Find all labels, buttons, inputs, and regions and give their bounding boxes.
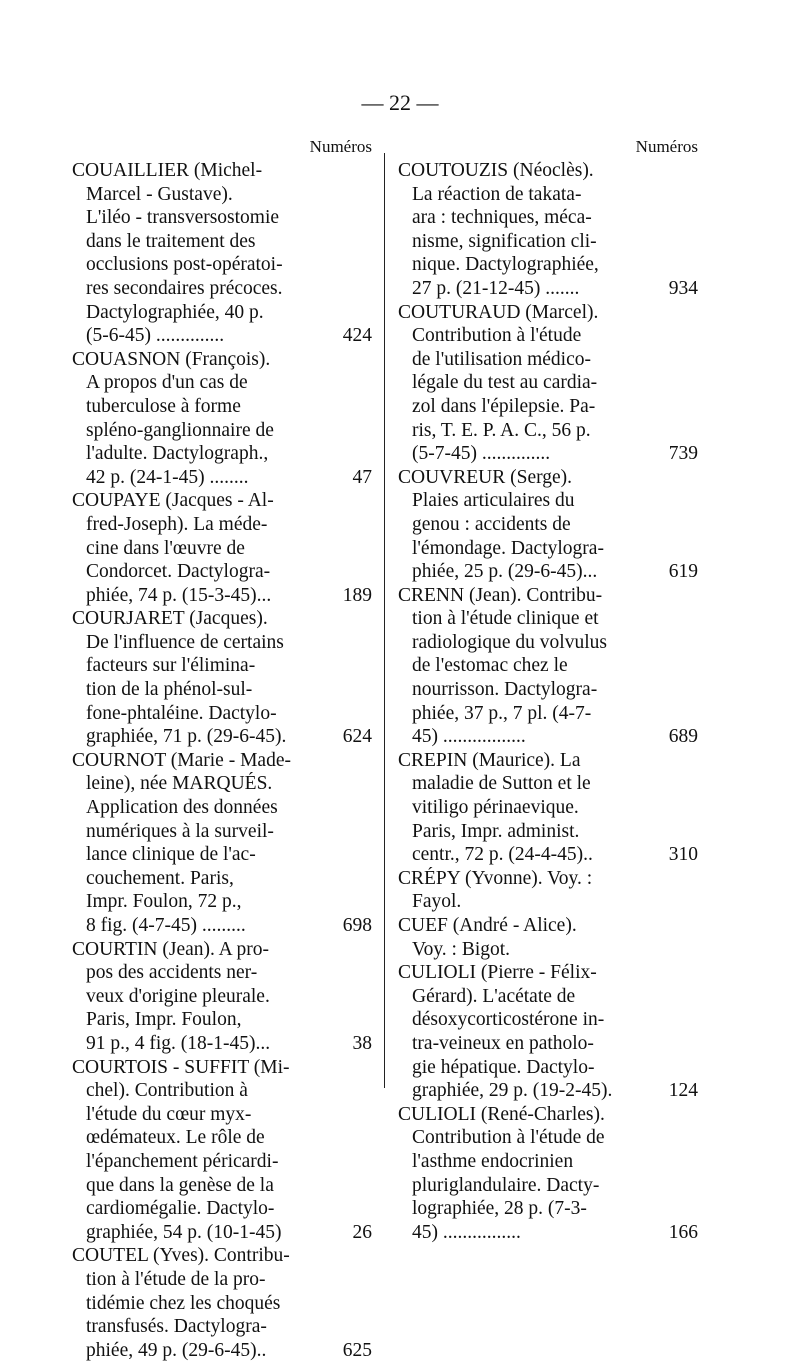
entry-line: COUPAYE (Jacques - Al- <box>72 490 274 512</box>
entry-line: Fayol. <box>412 891 462 913</box>
entry-number: 698 <box>342 915 372 936</box>
entry-line: phiée, 74 p. (15-3-45)... 189 <box>86 584 372 606</box>
entry-line: COUAILLIER (Michel- <box>72 160 263 181</box>
entry-line: l'épanchement péricardi- <box>86 1150 279 1172</box>
right-column <box>398 135 698 1244</box>
entry-line: CRÉPY (Yvonne). Voy. : <box>398 867 593 889</box>
entry-line: pos des accidents ner- <box>86 962 258 984</box>
entry-line: chel). Contribution à <box>86 1080 248 1102</box>
index-entry <box>398 466 698 584</box>
entry-line: Application des données <box>86 797 278 819</box>
entry-line: facteurs sur l'élimina- <box>86 655 256 677</box>
entry-line: nique. Dactylographiée, <box>412 254 599 276</box>
entry-number: 624 <box>342 726 372 748</box>
entry-line: Condorcet. Dactylogra- <box>86 561 271 583</box>
entry-line: Marcel - Gustave). <box>86 183 233 205</box>
entry-line: COUTOUZIS (Néoclès). <box>398 160 594 181</box>
entry-line: A propos d'un cas de <box>86 372 248 394</box>
entry-line: 27 p. (21-12-45) ....... 934 <box>412 277 698 299</box>
entry-number: 625 <box>342 1339 372 1361</box>
entry-line: l'asthme endocrinien <box>412 1150 574 1172</box>
entry-line: de l'utilisation médico- <box>412 348 591 370</box>
entry-line: l'émondage. Dactylogra- <box>412 537 604 559</box>
index-entry <box>398 159 698 301</box>
column-header: Numéros <box>635 137 698 156</box>
entry-line: phiée, 49 p. (29-6-45).. 625 <box>86 1339 372 1361</box>
index-entry <box>398 1103 698 1245</box>
page-number: — 22 — <box>361 90 439 115</box>
entry-number: 934 <box>668 277 698 299</box>
entry-line: l'étude du cœur myx- <box>86 1103 252 1125</box>
entry-number: 26 <box>352 1221 372 1243</box>
entry-line: Impr. Foulon, 72 p., <box>86 891 242 913</box>
entry-line: res secondaires précoces. <box>86 277 283 299</box>
entry-line: cardiomégalie. Dactylo- <box>86 1198 275 1220</box>
entry-number: 424 <box>342 325 372 347</box>
entry-number: 310 <box>668 844 698 866</box>
index-entry <box>72 489 372 607</box>
entry-line: tra-veineux en patholo- <box>412 1032 594 1054</box>
entry-line: COURTIN (Jean). A pro- <box>72 938 270 960</box>
entry-number: 739 <box>668 443 698 465</box>
entry-line: maladie de Sutton et le <box>412 773 591 795</box>
entry-line: tion à l'étude de la pro- <box>86 1268 266 1290</box>
index-entry <box>72 348 372 490</box>
entry-line: désoxycorticostérone in- <box>412 1009 605 1031</box>
index-entry <box>398 749 698 867</box>
entry-line: transfusés. Dactylogra- <box>86 1316 267 1338</box>
entry-line: de l'estomac chez le <box>412 655 568 677</box>
entry-line: graphiée, 71 p. (29-6-45). 624 <box>86 726 372 748</box>
entry-line: couchement. Paris, <box>86 867 234 889</box>
entry-line: Paris, Impr. Foulon, <box>86 1009 242 1031</box>
entry-line: Voy. : Bigot. <box>412 938 511 960</box>
entry-line: dans le traitement des <box>86 230 256 252</box>
index-entry <box>72 607 372 749</box>
entry-line: tion à l'étude clinique et <box>412 608 599 630</box>
entry-line: Contribution à l'étude <box>412 325 582 347</box>
entry-line: occlusions post-opératoi- <box>86 254 283 276</box>
entry-line: phiée, 25 p. (29-6-45)... 619 <box>412 561 698 583</box>
entry-line: fone-phtaléine. Dactylo- <box>86 702 277 724</box>
entry-line: genou : accidents de <box>412 513 571 535</box>
entry-line: COURNOT (Marie - Made- <box>72 749 291 771</box>
column-header: Numéros <box>309 137 372 156</box>
entry-line: COUASNON (François). <box>72 348 271 370</box>
column-divider <box>384 153 385 1088</box>
entry-line: ara : techniques, méca- <box>412 207 592 229</box>
entry-line: l'adulte. Dactylograph., <box>86 443 269 465</box>
entry-line: centr., 72 p. (24-4-45).. 310 <box>412 844 698 866</box>
entry-number: 189 <box>342 584 372 606</box>
entry-line: Contribution à l'étude de <box>412 1127 605 1149</box>
index-entry <box>398 914 698 961</box>
entry-line: vitiligo périnaevique. <box>412 797 579 819</box>
entry-number: 124 <box>668 1080 698 1102</box>
entry-line: gie hépatique. Dactylo- <box>412 1056 595 1078</box>
entry-line: De l'influence de certains <box>86 631 284 653</box>
entry-line: COUVREUR (Serge). <box>398 466 573 488</box>
entry-line: 42 p. (24-1-45) ........ 47 <box>86 466 372 488</box>
entry-line: tuberculose à forme <box>86 395 241 417</box>
entry-line: La réaction de takata- <box>412 183 582 205</box>
entry-number: 619 <box>668 561 698 583</box>
entry-line: que dans la genèse de la <box>86 1174 274 1196</box>
entry-line: œdémateux. Le rôle de <box>86 1127 265 1149</box>
entry-line: Plaies articulaires du <box>412 490 575 512</box>
entry-line: COUTEL (Yves). Contribu- <box>72 1245 290 1267</box>
entry-line: phiée, 37 p., 7 pl. (4-7- <box>412 702 592 724</box>
entry-line: légale du test au cardia- <box>412 372 598 394</box>
index-entry <box>72 159 372 348</box>
index-entry <box>398 867 698 914</box>
entry-line: (5-7-45) .............. 739 <box>412 443 698 465</box>
entry-line: CREPIN (Maurice). La <box>398 749 581 771</box>
index-entry <box>72 938 372 1056</box>
entry-line: CULIOLI (Pierre - Félix- <box>398 962 597 984</box>
entry-line: (5-6-45) .............. 424 <box>86 325 372 347</box>
entry-line: 45) ................. 689 <box>412 726 698 748</box>
entry-line: graphiée, 29 p. (19-2-45). 124 <box>412 1080 698 1102</box>
left-column <box>72 135 372 1362</box>
entry-line: lance clinique de l'ac- <box>86 844 256 866</box>
entry-line: CUEF (André - Alice). <box>398 915 577 936</box>
entry-line: radiologique du volvulus <box>412 631 607 653</box>
index-entry <box>72 1244 372 1362</box>
entry-line: L'iléo - transversostomie <box>86 207 280 229</box>
entry-line: tion de la phénol-sul- <box>86 679 253 701</box>
entry-line: fred-Joseph). La méde- <box>86 513 268 535</box>
entry-line: COURJARET (Jacques). <box>72 608 268 630</box>
entry-number: 689 <box>668 726 698 748</box>
entry-line: lographiée, 28 p. (7-3- <box>412 1198 587 1220</box>
entry-number: 38 <box>352 1032 372 1054</box>
entry-line: Dactylographiée, 40 p. <box>86 301 264 323</box>
entry-line: nourrisson. Dactylogra- <box>412 679 598 701</box>
index-entry <box>398 584 698 749</box>
index-entry <box>72 1056 372 1245</box>
entry-line: leine), née MARQUÉS. <box>86 773 273 795</box>
entry-line: graphiée, 54 p. (10-1-45) 26 <box>86 1221 372 1243</box>
entry-number: 47 <box>352 466 372 488</box>
entry-line: Gérard). L'acétate de <box>412 985 576 1007</box>
entry-line: nisme, signification cli- <box>412 230 597 252</box>
entry-line: ris, T. E. P. A. C., 56 p. <box>412 419 591 441</box>
entry-line: tidémie chez les choqués <box>86 1292 281 1314</box>
entry-line: COURTOIS - SUFFIT (Mi- <box>72 1056 290 1078</box>
index-entry <box>72 749 372 938</box>
entry-line: spléno-ganglionnaire de <box>86 419 274 441</box>
entry-line: 91 p., 4 fig. (18-1-45)... 38 <box>86 1032 372 1054</box>
entry-line: numériques à la surveil- <box>86 820 274 842</box>
entry-line: 45) ................ 166 <box>412 1221 698 1243</box>
entry-line: cine dans l'œuvre de <box>86 537 245 559</box>
index-entry <box>398 301 698 466</box>
entry-line: COUTURAUD (Marcel). <box>398 301 599 323</box>
entry-line: 8 fig. (4-7-45) ......... 698 <box>86 915 372 936</box>
entry-line: Paris, Impr. administ. <box>412 820 580 842</box>
index-entry <box>398 961 698 1103</box>
entry-line: pluriglandulaire. Dacty- <box>412 1174 600 1196</box>
entry-line: zol dans l'épilepsie. Pa- <box>412 395 596 417</box>
entry-line: CRENN (Jean). Contribu- <box>398 584 603 606</box>
entry-line: veux d'origine pleurale. <box>86 985 270 1007</box>
entry-number: 166 <box>668 1221 698 1243</box>
entry-line: CULIOLI (René-Charles). <box>398 1103 605 1125</box>
